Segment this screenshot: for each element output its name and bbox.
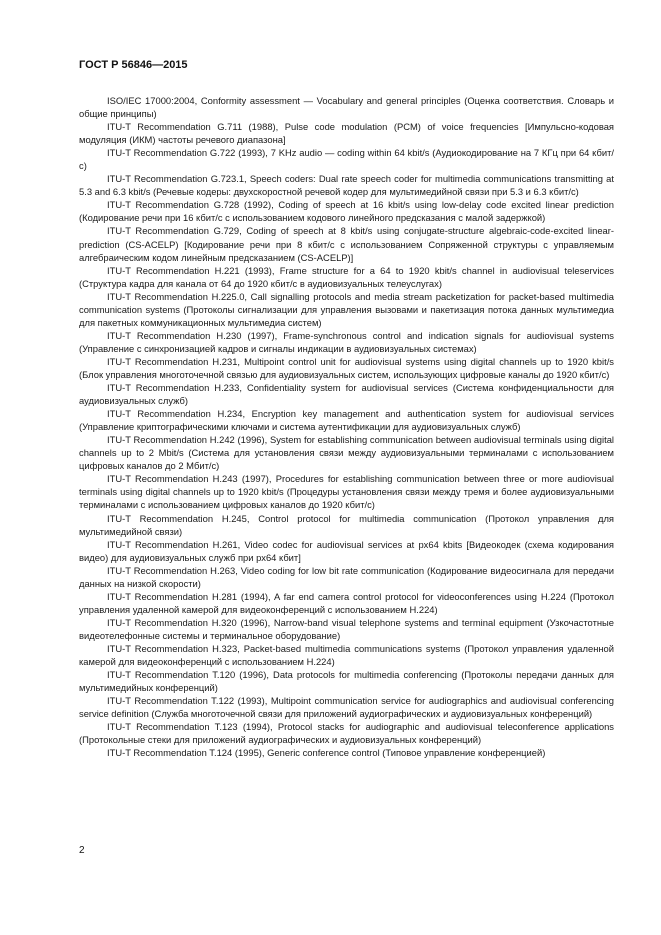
reference-list <box>79 94 614 759</box>
reference-item: ITU-T Recommendation H.281 (1994), A far end camera control protocol for videoconferences using H.224 (Протокол управления удаленной камерой для видеоконференций с использованием H.224) <box>79 590 614 615</box>
reference-item: ITU-T Recommendation H.243 (1997), Procedures for establishing communication between three or more audiovisual terminals using digital channels up to 1920 kbit/s (Процедуры установления связи между тремя и более аудиовизуальными терминалами с использованием цифровых каналов до 1920 кбит/с) <box>79 473 614 511</box>
reference-item: ITU-T Recommendation T.122 (1993), Multipoint communication service for audiographics and audiovisual conferencing service definition (Служба многоточечной связи для приложений аудиографических и аудиовизуальных конференций) <box>79 695 614 720</box>
reference-item: ITU-T Recommendation H.242 (1996), System for establishing communication between audiovisual terminals using digital channels up to 2 Mbit/s (Система для установления связи между аудиовизуальными терминалами с использованием цифровых каналов до 2 Мбит/с) <box>79 434 614 472</box>
reference-item: ITU-T Recommendation G.729, Coding of speech at 8 kbit/s using conjugate-structure algebraic-code-excited linear-prediction (CS-ACELP) [Кодирование речи при 8 кбит/с с использованием Сопряженной структуры с управляемым алгебраическим кодом линейным предсказанием (CS-ACELP)] <box>79 225 614 263</box>
reference-item: ITU-T Recommendation H.261, Video codec for audiovisual services at px64 kbits [Видеокодек (схема кодирования видео) для аудиовизуальных служб при px64 кбит] <box>79 538 614 563</box>
reference-item: ITU-T Recommendation G.728 (1992), Coding of speech at 16 kbit/s using low-delay code excited linear prediction (Кодирование речи при 16 кбит/с с использованием кодового линейного предсказания с малой задержкой) <box>79 199 614 224</box>
reference-item: ITU-T Recommendation T.120 (1996), Data protocols for multimedia conferencing (Протоколы передачи данных для мультимедийных конференций) <box>79 669 614 694</box>
reference-item: ITU-T Recommendation G.722 (1993), 7 KHz audio — coding within 64 kbit/s (Аудиокодирование на 7 КГц при 64 кбит/с) <box>79 147 614 172</box>
page-number: 2 <box>79 845 85 856</box>
reference-item: ITU-T Recommendation H.225.0, Call signalling protocols and media stream packetization for packet-based multimedia communication systems (Протоколы сигнализации для управления вызовами и пакетизация потока данных мультимедиа для пакетных коммуникационных мультимедиа систем) <box>79 290 614 328</box>
reference-item: ITU-T Recommendation H.231, Multipoint control unit for audiovisual systems using digital channels up to 1920 kbit/s (Блок управления многоточечной связью для аудиовизуальных систем, использующих цифровые каналы до 1920 кбит/с) <box>79 355 614 380</box>
reference-item: ITU-T Recommendation T.124 (1995), Generic conference control (Типовое управление конференцией) <box>107 747 546 759</box>
reference-item: ITU-T Recommendation H.233, Confidentiality system for audiovisual services (Система конфиденциальности для аудиовизуальных служб) <box>79 382 614 407</box>
reference-item: ITU-T Recommendation G.723.1, Speech coders: Dual rate speech coder for multimedia communications transmitting at 5.3 and 6.3 kbit/s (Речевые кодеры: двухскоростной речевой кодер для мультимедийной связи при 5.3 и 6.3 кбит/с) <box>79 173 614 198</box>
reference-item: ITU-T Recommendation H.263, Video coding for low bit rate communication (Кодирование видеосигнала для передачи данных на низкой скорости) <box>79 564 614 589</box>
reference-item: ITU-T Recommendation H.245, Control protocol for multimedia communication (Протокол управления для мультимедийной связи) <box>79 512 614 537</box>
reference-item: ITU-T Recommendation H.230 (1997), Frame-synchronous control and indication signals for audiovisual systems (Управление с синхронизацией кадров и сигналы индикации в аудиовизуальных системах) <box>79 329 614 354</box>
reference-item: ITU-T Recommendation H.320 (1996), Narrow-band visual telephone systems and terminal equipment (Узкочастотные видеотелефонные системы и терминальное оборудование) <box>79 616 614 641</box>
standard-header: ГОСТ Р 56846—2015 <box>79 59 188 71</box>
reference-item: ITU-T Recommendation H.234, Encryption key management and authentication system for audiovisual services (Управление криптографическими ключами и система аутентификации для аудиовизуальных служб) <box>79 408 614 433</box>
reference-item: ITU-T Recommendation H.221 (1993), Frame structure for a 64 to 1920 kbit/s channel in audiovisual teleservices (Структура кадра для канала от 64 до 1920 кбит/с в аудиовизуальных телеуслугах) <box>79 264 614 289</box>
reference-item: ITU-T Recommendation H.323, Packet-based multimedia communications systems (Протокол управления удаленной камерой для видеоконференций с использованием H.224) <box>79 642 614 668</box>
reference-item: ITU-T Recommendation G.711 (1988), Pulse code modulation (PCM) of voice frequencies [Импульсно-кодовая модуляция (ИКМ) частоты речевого диапазона] <box>79 121 614 146</box>
reference-item: ITU-T Recommendation T.123 (1994), Protocol stacks for audiographic and audiovisual teleconference applications (Протокольные стеки для приложений аудиографических и аудиовизуальных конференций) <box>79 721 614 746</box>
reference-item: ISO/IEC 17000:2004, Conformity assessment — Vocabulary and general principles (Оценка соответствия. Словарь и общие принципы) <box>79 95 614 120</box>
